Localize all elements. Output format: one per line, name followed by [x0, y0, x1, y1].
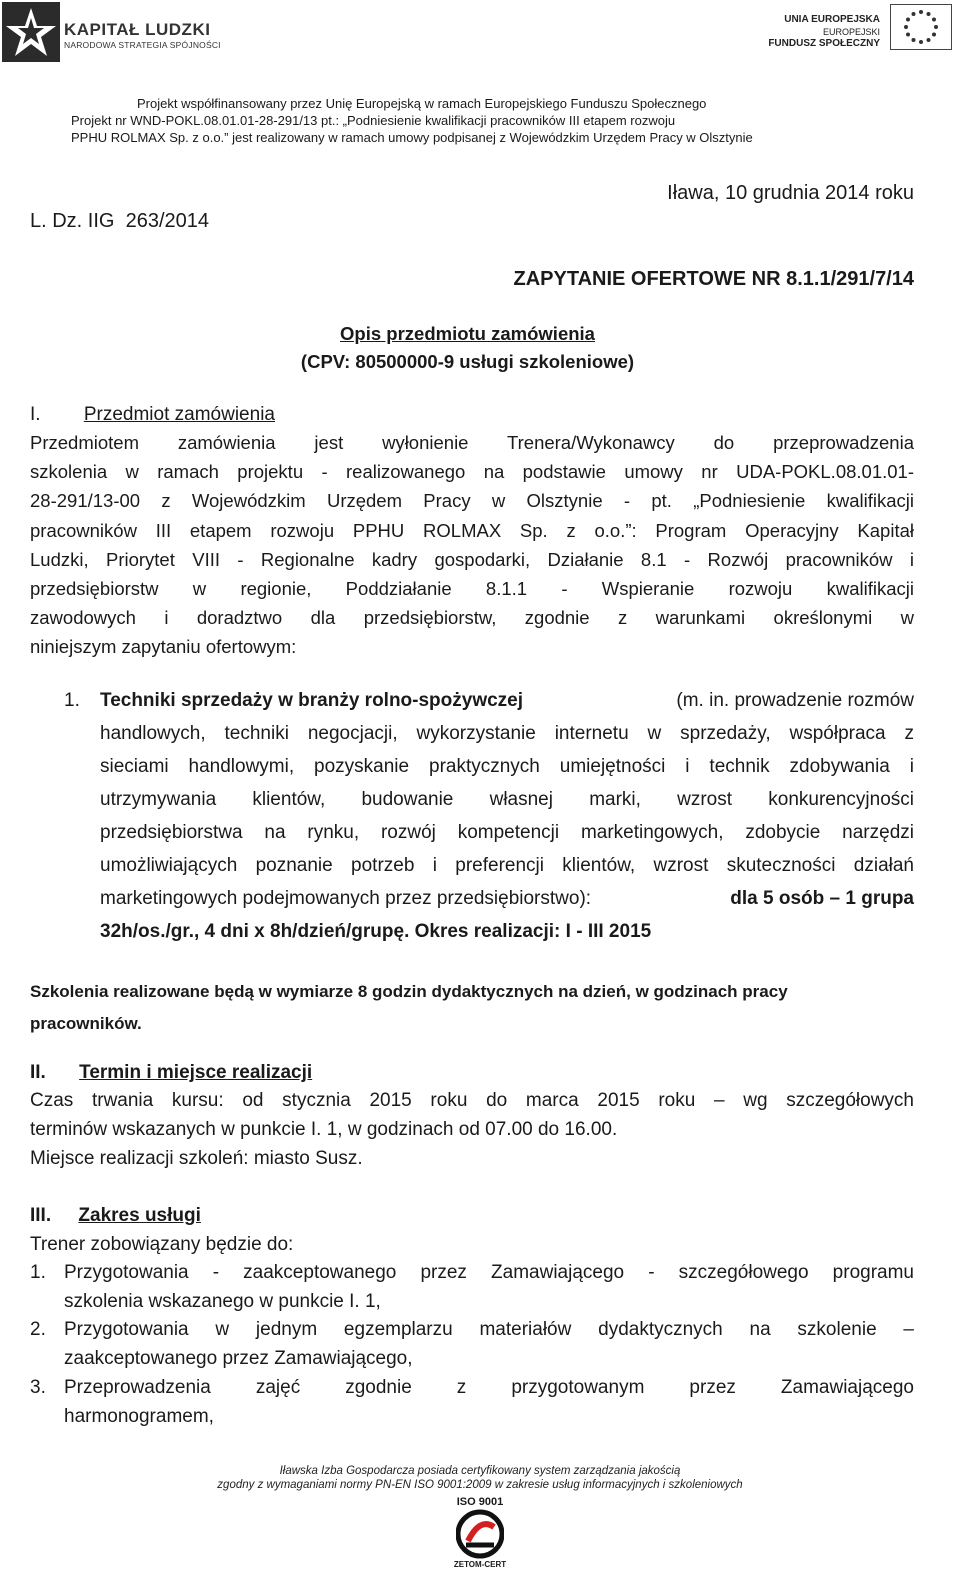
section1-line: zawodowych i doradztwo dla przedsiębiorstw, zgodnie z warunkami określonymi w: [30, 607, 914, 629]
s3-item2-line1: Przygotowania w jednym egzemplarzu materiałów dydaktycznych na szkolenie –: [64, 1319, 914, 1340]
section3-title: Zakres usługi: [78, 1205, 201, 1226]
item1-line: przedsiębiorstwa na rynku, rozwój kompetencji marketingowych, zdobycie narzędzi: [100, 822, 914, 843]
section1-line: Ludzki, Priorytet VIII - Regionalne kadry gospodarki, Działanie 8.1 - Rozwój pracowników i: [30, 548, 914, 570]
reference-number: L. Dz. IIG 263/2014: [30, 210, 209, 232]
footer-line-1: Iławska Izba Gospodarcza posiada certyfikowany system zarządzania jakością: [279, 1465, 681, 1477]
section3-intro: Trener zobowiązany będzie do:: [30, 1234, 294, 1255]
item1-line-6: marketingowych podejmowanych przez przedsiębiorstwo):: [100, 888, 592, 909]
subject-heading: Opis przedmiotu zamówienia: [340, 323, 595, 344]
kapital-ludzki-star-icon: [2, 2, 60, 62]
section1-heading: [30, 404, 275, 426]
section2-line-2: terminów wskazanych w punkcie I. 1, w godzinach od 07.00 do 16.00.: [30, 1119, 618, 1140]
section1-line: przedsiębiorstw w regionie, Poddziałanie 8.1.1 - Wspieranie rozwoju kwalifikacji: [30, 578, 914, 599]
section2-line-3: Miejsce realizacji szkoleń: miasto Susz.: [30, 1148, 363, 1169]
inquiry-title: ZAPYTANIE OFERTOWE NR 8.1.1/291/7/14: [513, 268, 914, 290]
place-date: Iława, 10 grudnia 2014 roku: [667, 182, 914, 204]
footer-line-2: zgodny z wymaganiami normy PN-EN ISO 9001:2009 w zakresie usług informacyjnych i szkoleniowych: [217, 1479, 743, 1491]
section1-title: Przedmiot zamówienia: [83, 404, 275, 425]
s3-item3-number: 3.: [30, 1377, 46, 1398]
s3-item2-number: 2.: [30, 1319, 46, 1340]
zetom-cert-logo-icon: [456, 1509, 504, 1559]
s3-item2-line2: zaakceptowanego przez Zamawiającego,: [64, 1348, 413, 1369]
section3-number: III.: [30, 1205, 52, 1226]
section1-line: Przedmiotem zamówienia jest wyłonienie Trenera/Wykonawcy do przeprowadzenia: [30, 432, 914, 453]
s3-item1-number: 1.: [30, 1262, 46, 1283]
item1-title: Techniki sprzedaży w branży rolno-spożywczej: [100, 690, 524, 711]
project-line-2: Projekt nr WND-POKL.08.01.01-28-291/13 pt.: „Podniesienie kwalifikacji pracowników III etapem rozwoju: [71, 113, 676, 128]
item1-line: utrzymywania klientów, budowanie własnej marki, wzrost konkurencyjności: [100, 789, 914, 810]
section2-title: Termin i miejsce realizacji: [79, 1062, 313, 1083]
section1-number: I.: [30, 404, 41, 425]
project-line-3: PPHU ROLMAX Sp. z o.o.” jest realizowany w ramach umowy podpisanej z Wojewódzkim Urzędem Pracy w Olsztynie: [71, 130, 753, 145]
note-line-2: pracowników.: [30, 1014, 142, 1033]
s3-item3-line2: harmonogramem,: [64, 1406, 214, 1427]
item1-bold-tail: dla 5 osób – 1 grupa: [730, 888, 914, 909]
note-line-1-row: [30, 982, 914, 1002]
note-line-1: Szkolenia realizowane będą w wymiarze 8 godzin dydaktycznych na dzień, w godzinach pracy: [30, 982, 788, 1001]
section1-line: niniejszym zapytaniu ofertowym:: [30, 636, 297, 658]
section1-line: 28-291/13-00 z Wojewódzkim Urzędem Pracy w Olsztynie - pt. „Podniesienie kwalifikacji: [30, 490, 914, 512]
s3-item1-line1: Przygotowania - zaakceptowanego przez Zamawiającego - szczegółowego programu: [64, 1262, 914, 1283]
eu-logo: [768, 4, 952, 56]
item1-line: umożliwiających poznanie potrzeb i preferencji klientów, wzrost skuteczności działań: [100, 855, 914, 876]
s3-item1-line2: szkolenia wskazanego w punkcie I. 1,: [64, 1291, 381, 1312]
project-line-1: Projekt współfinansowany przez Unię Europejską w ramach Europejskiego Funduszu Społecznego: [137, 96, 707, 111]
s3-item3-line1: Przeprowadzenia zajęć zgodnie z przygotowanym przez Zamawiającego: [64, 1377, 914, 1398]
kapital-ludzki-subtitle: NARODOWA STRATEGIA SPÓJNOŚCI: [64, 40, 221, 50]
item1-line-0: (m. in. prowadzenie rozmów: [676, 690, 914, 711]
iso-certificate-badge: [430, 1496, 530, 1576]
item1-line-6-row: [100, 888, 914, 910]
section1-line: szkolenia w ramach projektu - realizowanego na podstawie umowy nr UDA-POKL.08.01.01-: [30, 461, 914, 483]
item1-line: handlowych, techniki negocjacji, wykorzystanie internetu w sprzedaży, współpraca z: [100, 723, 914, 744]
section2-line-1: Czas trwania kursu: od stycznia 2015 roku do marca 2015 roku – wg szczegółowych: [30, 1090, 914, 1111]
kapital-ludzki-title: KAPITAŁ LUDZKI: [64, 20, 211, 39]
item1-line: sieciami handlowymi, pozyskanie praktycznych umiejętności i technik zdobywania i: [100, 756, 914, 777]
section1-line: pracowników III etapem rozwoju PPHU ROLMAX Sp. z o.o.”: Program Operacyjny Kapitał: [30, 519, 914, 541]
section2-heading: [30, 1062, 312, 1084]
eu-line3: FUNDUSZ SPOŁECZNY: [768, 38, 880, 49]
section3-heading: [30, 1205, 201, 1227]
iso-label: ISO 9001: [456, 1496, 504, 1508]
item1-number: 1.: [64, 690, 80, 711]
item1-first-line: [100, 690, 914, 712]
eu-flag-icon: [890, 4, 952, 50]
section2-number: II.: [30, 1062, 46, 1083]
eu-logo-text: [768, 14, 880, 50]
item1-last-line: 32h/os./gr., 4 dni x 8h/dzień/grupę. Okres realizacji: I - III 2015: [100, 921, 652, 942]
kapital-ludzki-logo: [2, 2, 242, 64]
cert-label: ZETOM-CERT: [453, 1560, 507, 1569]
cpv-code: (CPV: 80500000-9 usługi szkoleniowe): [300, 351, 635, 372]
eu-line1: UNIA EUROPEJSKA: [784, 14, 880, 25]
eu-line2: EUROPEJSKI: [822, 27, 880, 37]
